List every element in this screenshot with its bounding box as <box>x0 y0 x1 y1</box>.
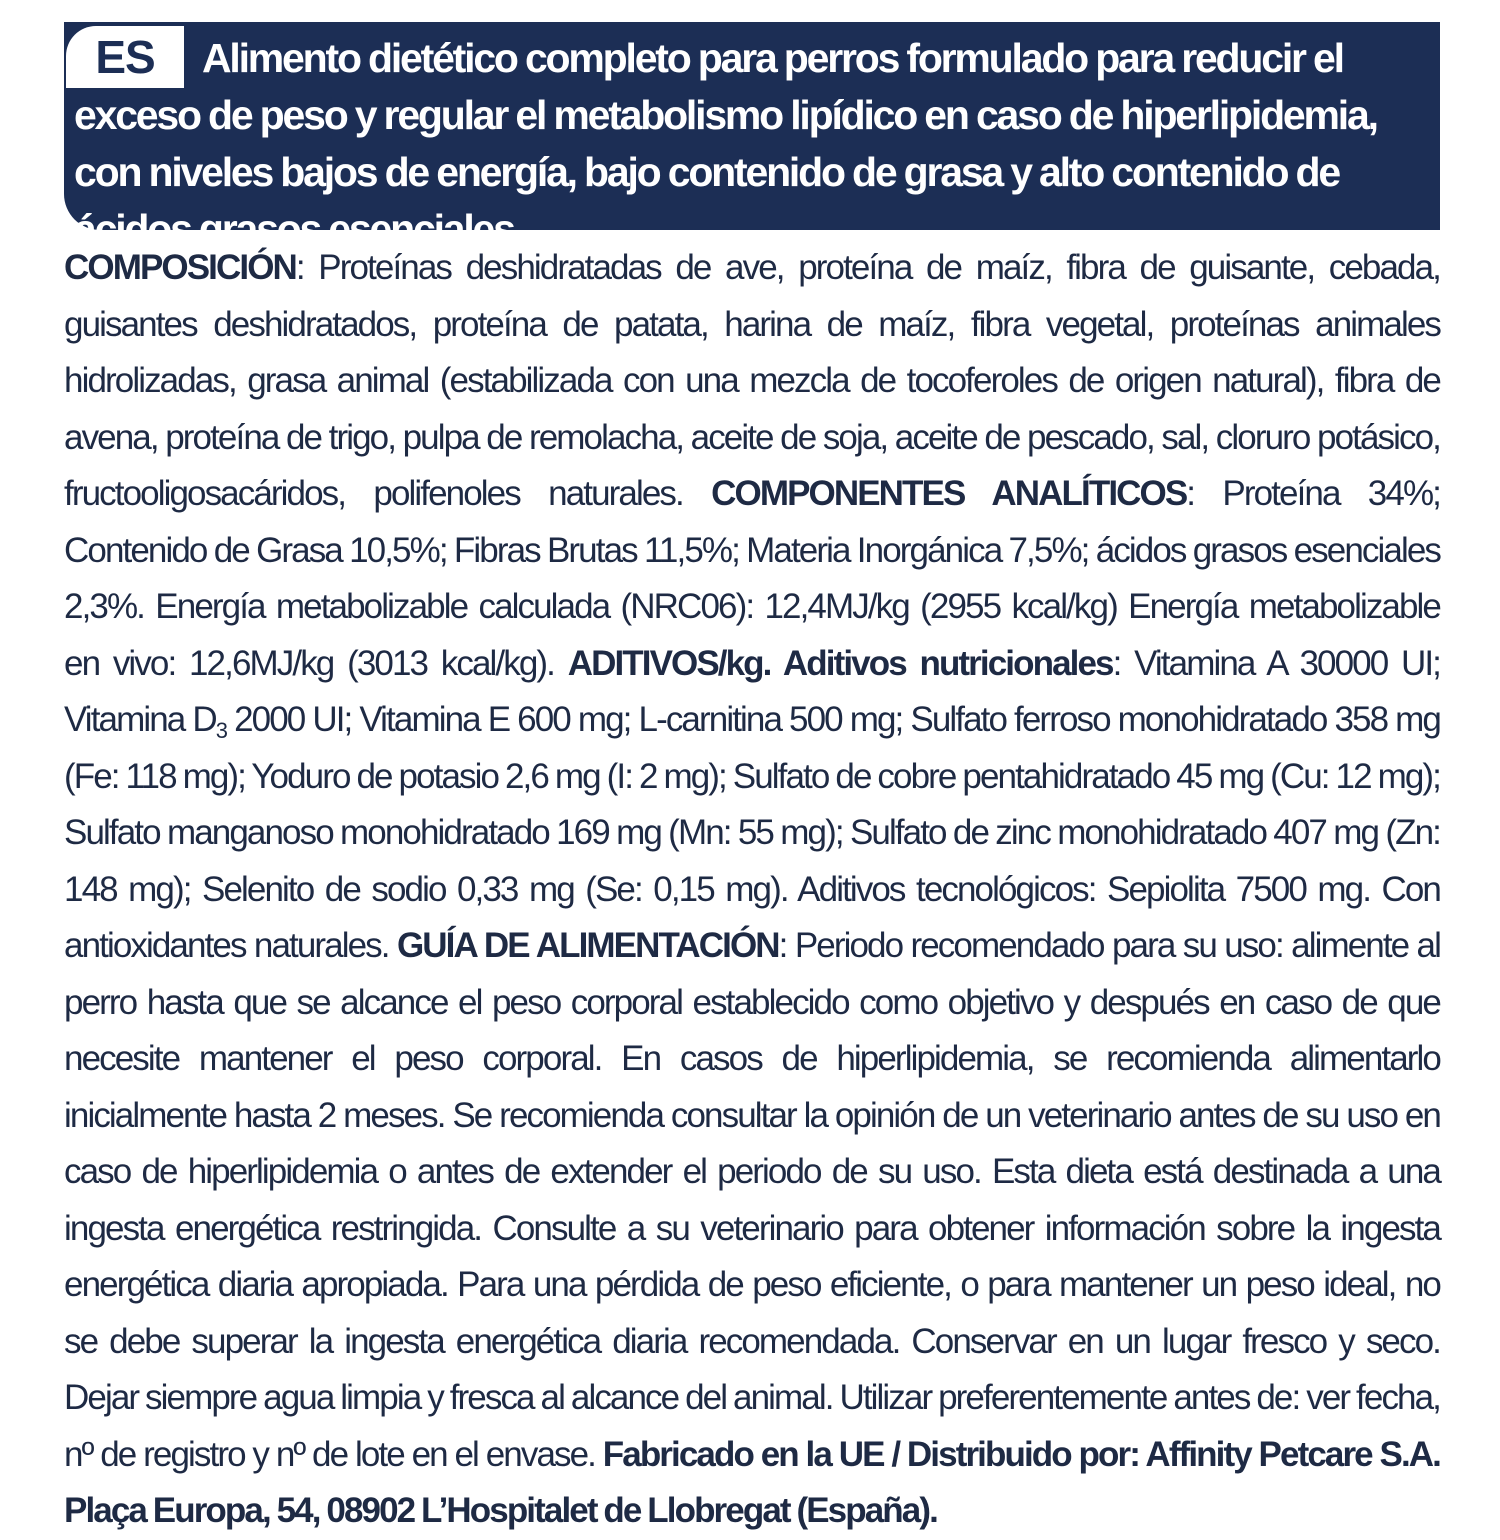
additives-text-after: 2000 UI; Vitamina E 600 mg; L-carnitina 500 mg; Sulfato ferroso monohidratado 358 mg (Fe: 118 mg); Yoduro de potasio 2,6 mg (I: 2 mg); Sulfato de cobre pentahidratado 45 mg (Cu: 12 mg); Sulfato manganoso monohidratado 169 mg (Mn: 55 mg); Sulfato de zinc monohidratado 407 mg (Zn: 148 mg); Selenito de sodio 0,33 mg (Se: 0,15 mg). Aditivos tecnológicos: Sepiolita 7500 mg. Con antioxidantes naturales. <box>64 700 1440 965</box>
feeding-guide-text: : Periodo recomendado para su uso: alimente al perro hasta que se alcance el peso corporal establecido como objetivo y después en caso de que necesite mantener el peso corporal. En casos de hiperlipidemia, se recomienda alimentarlo inicialmente hasta 2 meses. Se recomienda consultar la opinión de un veterinario antes de su uso en caso de hiperlipidemia o antes de extender el periodo de su uso. Esta dieta está destinada a una ingesta energética restringida. Consulte a su veterinario para obtener información sobre la ingesta energética diaria apropiada. Para una pérdida de peso eficiente, o para mantener un peso ideal, no se debe superar la ingesta energética diaria recomendada. Conservar en un lugar fresco y seco. Dejar siempre agua limpia y fresca al alcance del animal. Utilizar preferentemente antes de: ver fecha, nº de registro y nº de lote en el envase. <box>64 926 1440 1474</box>
composition-label: COMPOSICIÓN <box>64 248 296 287</box>
manufacturer-info: Fabricado en la UE / Distribuido por: Affinity Petcare S.A. Plaça Europa, 54, 08902 L’Hospitalet de Llobregat (España). <box>64 1434 1440 1530</box>
additives-label: ADITIVOS/kg. Aditivos nutricionales <box>567 643 1113 683</box>
label-body-text <box>64 240 1440 1530</box>
product-description: Alimento dietético completo para perros formulado para reducir el exceso de peso y regular el metabolismo lipídico en caso de hiperlipidemia, con niveles bajos de energía, bajo contenido de grasa y alto contenido de ácidos grasos esenciales. <box>74 35 1377 252</box>
composition-text: : Proteínas deshidratadas de ave, proteína de maíz, fibra de guisante, cebada, guisantes deshidratados, proteína de patata, harina de maíz, fibra vegetal, proteínas animales hidrolizadas, grasa animal (estabilizada con una mezcla de tocoferoles de origen natural), fibra de avena, proteína de trigo, pulpa de remolacha, aceite de soja, aceite de pescado, sal, cloruro potásico, fructooligosacáridos, polifenoles naturales. <box>64 248 1440 513</box>
additives-text-before: : Vitamina A 30000 UI; Vitamina D <box>64 643 1440 739</box>
vitamin-d-subscript: 3 <box>215 718 227 743</box>
analytical-text: : Proteína 34%; Contenido de Grasa 10,5%; Fibras Brutas 11,5%; Materia Inorgánica 7,5%; ácidos grasos esenciales 2,3%. Energía metabolizable calculada (NRC06): 12,4MJ/kg (2955 kcal/kg) Energía metabolizable en vivo: 12,6MJ/kg (3013 kcal/kg). <box>64 474 1440 683</box>
feeding-guide-label: GUÍA DE ALIMENTACIÓN <box>396 926 779 965</box>
language-badge: ES <box>66 26 184 88</box>
header-banner <box>64 22 1440 252</box>
analytical-label: COMPONENTES ANALÍTICOS <box>711 474 1187 513</box>
